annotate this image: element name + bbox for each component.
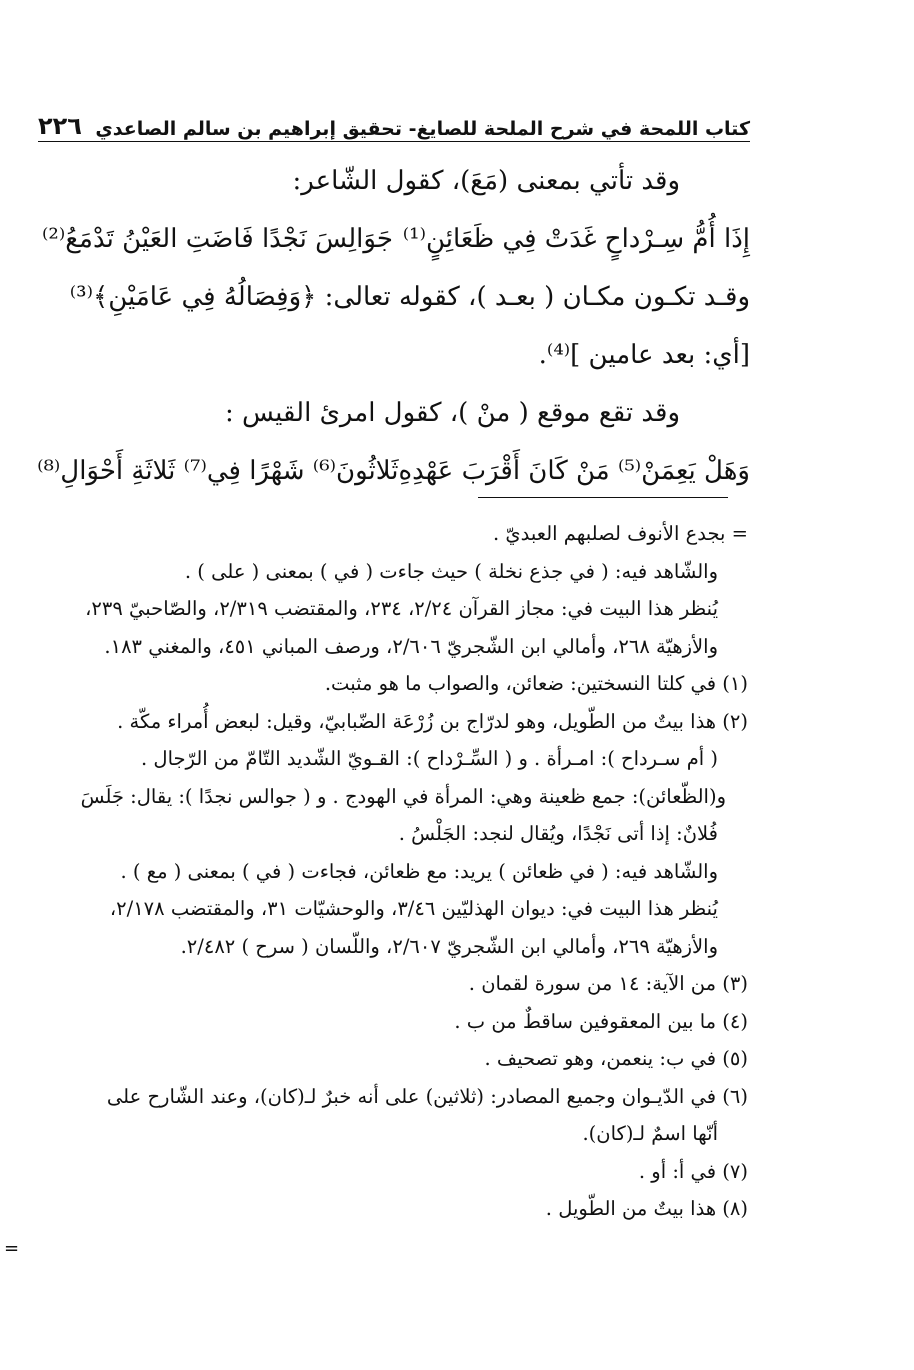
- footnote-line: (٧) في أ: أو .: [638, 1159, 748, 1183]
- footnote-separator: [478, 497, 728, 498]
- footnote-line: = بجدع الأنوف لصلبهم العبديّ .: [493, 522, 748, 545]
- text-line: وقـد تكـون مكـان ( بعـد )، كقوله تعالى: ﴿وَفِصَالُهُ فِي عَامَيْنِ﴾⁽³⁾: [69, 282, 750, 312]
- footnote-line: والأزهيّة ٢٦٩، وأمالي ابن الشّجريّ ٢/٦٠٧، واللّسان ( سرح ) ٢/٤٨٢.: [180, 934, 718, 958]
- footnote-line: يُنظر هذا البيت في: ديوان الهذليّين ٣/٤٦، والوحشيّات ٣١، والمقتضب ٢/١٧٨،: [109, 897, 718, 920]
- footnote-line: والأزهيّة ٢٦٨، وأمالي ابن الشّجريّ ٢/٦٠٦، ورصف المباني ٤٥١، والمغني ١٨٣.: [104, 634, 718, 658]
- verse-second-hemistich: جَوَالِسَ نَجْدًا فَاضَتِ العَيْنُ تَدْمَعُ⁽²⁾: [42, 224, 393, 254]
- footnote-line: أنّها اسمٌ لـ(كان).: [582, 1122, 718, 1145]
- footnote-line: (٥) في ب: ينعمن، وهو تصحيف .: [484, 1047, 748, 1070]
- page-number: ٢٢٦: [38, 112, 82, 140]
- footnote-line: و(الظّعائن): جمع ظعينة وهي: المرأة في الهودج . و ( جوالس نجدًا ): يقال: جَلَسَ: [80, 784, 726, 808]
- footnote-line: (٣) من الآية: ١٤ من سورة لقمان .: [468, 972, 748, 995]
- header-rule: [38, 141, 750, 142]
- footnote-line: يُنظر هذا البيت في: مجاز القرآن ٢/٢٤، ٢٣٤، والمقتضب ٢/٣١٩، والصّاحبيّ ٢٣٩،: [85, 597, 718, 620]
- footnote-line: فُلانٌ: إذا أتى نَجْدًا، ويُقال لنجد: الجَلْسُ .: [398, 822, 718, 845]
- footnote-line: (٢) هذا بيتٌ من الطّويل، وهو لدرّاج بن زُرْعَة الضّبابيّ، وقيل: لبعض أُمراء مكّة .: [117, 709, 748, 733]
- footnotes: [34, 515, 748, 1228]
- main-text: [38, 152, 750, 500]
- running-title: كتاب اللمحة في شرح الملحة للصايغ- تحقيق إبراهيم بن سالم الصاعدي: [95, 118, 750, 140]
- footnote-line: (٦) في الدّيـوان وجميع المصادر: (ثلاثين) على أنه خبرٌ لـ(كان)، وعند الشّارح على: [106, 1084, 748, 1108]
- poem-verse: [38, 210, 750, 268]
- footnote-line: (٤) ما بين المعقوفين ساقطٌ من ب .: [454, 1009, 748, 1033]
- footnote-line: والشّاهد فيه: ( في ظعائن ) يريد: مع ظعائن، فجاءت ( في ) بمعنى ( مع ) .: [120, 859, 718, 883]
- footnote-line: (٨) هذا بيتٌ من الطّويل .: [545, 1197, 748, 1220]
- margin-continuation-mark: =: [4, 1238, 20, 1259]
- footnote-line: (١) في كلتا النسختين: ضعائن، والصواب ما هو مثبت.: [324, 672, 748, 695]
- text-line: وقد تأتي بمعنى (مَعَ)، كقول الشّاعر:: [292, 166, 680, 196]
- verse-first-hemistich: إِذَا أُمُّ سِـرْداحٍ غَدَتْ فِي ظَعَائِنٍ⁽¹⁾: [402, 224, 750, 254]
- running-head: [38, 100, 750, 140]
- verse-first-hemistich: وَهَلْ يَعِمَنْ⁽⁵⁾ مَنْ كَانَ أَقْرَبَ عَهْدِهِ: [398, 456, 750, 486]
- verse-second-hemistich: ثَلاثُونَ⁽⁶⁾ شَهْرًا فِي⁽⁷⁾ ثَلاثَةِ أَحْوَالِ⁽⁸⁾: [37, 456, 399, 486]
- footnote-line: والشّاهد فيه: ( في جذع نخلة ) حيث جاءت ( في ) بمعنى ( على ) .: [184, 559, 718, 583]
- footnote-line: ( أم سـرداح ): امـرأة . و ( السِّـرْداح ): القـويّ الشّديد التّامّ من الرّجال .: [141, 747, 718, 770]
- text-line: [أي: بعد عامين ]⁽⁴⁾.: [538, 340, 750, 370]
- text-line: وقد تقع موقع ( منْ )، كقول امرئ القيس :: [224, 398, 680, 428]
- poem-verse: [38, 442, 750, 500]
